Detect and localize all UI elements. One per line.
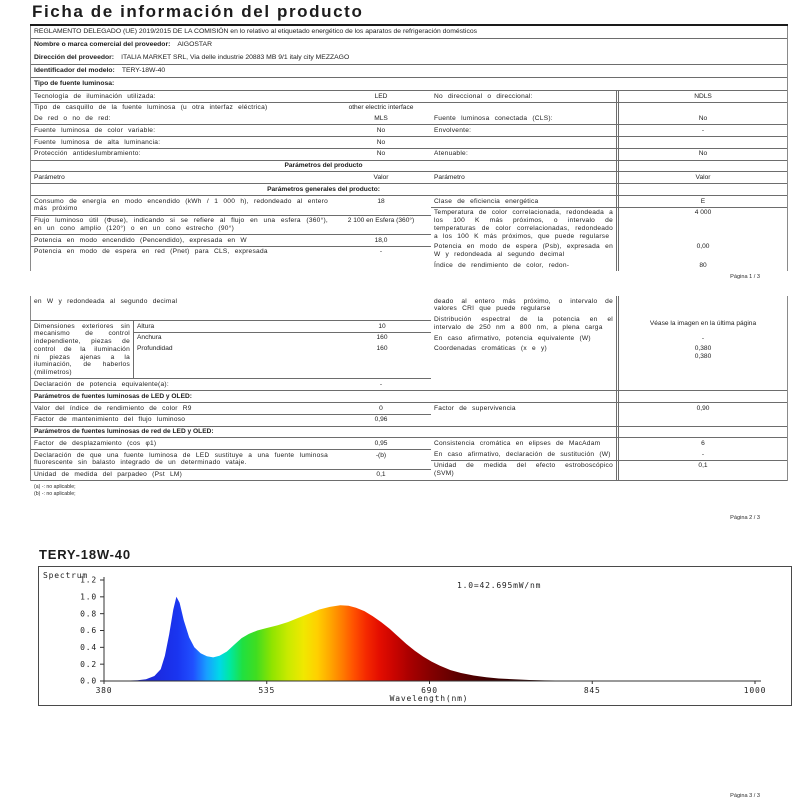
table-row bbox=[431, 460, 787, 481]
param-label: Unidad de medida del efecto estroboscópico (SVM) bbox=[434, 462, 613, 478]
svg-text:1000: 1000 bbox=[743, 686, 767, 696]
spectrum-area bbox=[104, 597, 755, 681]
param-label: Factor de mantenimiento del flujo luminoso bbox=[34, 416, 186, 424]
general-params-title: Parámetros generales del producto: bbox=[267, 185, 380, 193]
param-label: Unidad de medida del parpadeo (Pst LM) bbox=[34, 471, 183, 479]
page-2 bbox=[30, 296, 788, 521]
footnote-b: (b) -: no aplicable; bbox=[34, 491, 76, 498]
param-value: 0,1 bbox=[616, 461, 787, 481]
section-title-row bbox=[31, 183, 787, 195]
param-label: Consumo de energía en modo encendido (kWh / 1 000 h), redondeado al entero más próximo bbox=[34, 197, 328, 213]
dimension-name: Anchura bbox=[137, 334, 162, 342]
param-label bbox=[431, 103, 616, 114]
table-row bbox=[31, 296, 431, 320]
band-a bbox=[31, 296, 787, 390]
x-axis-label: Wavelength(nm) bbox=[389, 694, 469, 704]
column-header-row bbox=[31, 171, 787, 183]
param-label: Flujo luminoso útil (Φuse), indicando si se refiere al flujo en una esfera (360°), en un cono amplio (120°) o en un cono estrecho (90°) bbox=[34, 217, 328, 232]
table-row bbox=[431, 196, 787, 207]
footnotes bbox=[30, 481, 788, 498]
dimensions-row bbox=[31, 320, 431, 378]
band-mains bbox=[31, 437, 787, 481]
spacer-cell bbox=[616, 184, 787, 195]
page-3 bbox=[30, 547, 788, 799]
left-half bbox=[31, 196, 431, 271]
param-value bbox=[616, 103, 787, 114]
address-row bbox=[31, 52, 787, 64]
param-label: Coordenadas cromáticas (x e y) bbox=[434, 345, 547, 353]
table-row bbox=[31, 438, 431, 449]
param-label: Fuente luminosa conectada (CLS): bbox=[434, 115, 553, 123]
dimension-name: Profundidad bbox=[137, 345, 173, 353]
param-value: 6 bbox=[616, 438, 787, 449]
spectrum-chart-box bbox=[38, 566, 792, 706]
param-label: Tecnología de iluminación utilizada: bbox=[34, 92, 156, 100]
document-title: Ficha de información del producto bbox=[30, 1, 788, 26]
param-value: - bbox=[379, 380, 383, 388]
table-row bbox=[431, 207, 787, 242]
param-value: 0,1 bbox=[376, 471, 386, 479]
svg-text:535: 535 bbox=[258, 686, 276, 696]
address-label: Dirección del proveedor: bbox=[34, 53, 115, 61]
param-value: 0 bbox=[379, 404, 383, 412]
right-half bbox=[431, 438, 787, 480]
table-row bbox=[431, 260, 787, 271]
param-label bbox=[431, 137, 616, 148]
param-label: Clase de eficiencia energética bbox=[434, 197, 539, 205]
page-1-footer: Página 1 / 3 bbox=[730, 274, 760, 281]
param-label: Temperatura de color correlacionada, redondeada a los 100 K más próximos, o intervalo de temperaturas de color correlacionadas, redondeado a los 100 K más próximos, que puede regularse bbox=[434, 209, 614, 240]
dimension-row bbox=[134, 333, 431, 344]
col-header-value: Valor bbox=[373, 173, 389, 181]
supplier-label: Nombre o marca comercial del proveedor: bbox=[34, 41, 171, 49]
regulation-text: REGLAMENTO DELEGADO (UE) 2019/2015 DE LA COMISIÓN en lo relativo al etiquetado energético de los aparatos de refrigeración domésticos bbox=[34, 28, 478, 35]
param-value: LED bbox=[374, 92, 388, 100]
table-row bbox=[31, 148, 787, 160]
param-value: No bbox=[376, 150, 386, 158]
param-value: - bbox=[379, 248, 383, 256]
param-value bbox=[331, 296, 431, 320]
dimensions-grid bbox=[31, 321, 431, 378]
param-label: Atenuable: bbox=[434, 150, 469, 158]
param-label-continued: en W y redondeada al segundo decimal bbox=[34, 297, 178, 305]
section-title-row bbox=[31, 390, 787, 402]
param-label: Potencia en modo encendido (Pencendido), expresada en W bbox=[34, 236, 247, 244]
param-value: -(b) bbox=[375, 451, 387, 459]
svg-text:1.2: 1.2 bbox=[80, 576, 97, 586]
spacer-cell bbox=[616, 391, 787, 402]
svg-text:1.0: 1.0 bbox=[80, 592, 97, 602]
col-header-value: Valor bbox=[616, 172, 787, 183]
table-row bbox=[31, 234, 431, 246]
table-row bbox=[31, 124, 787, 136]
param-value: MLS bbox=[374, 115, 388, 123]
model-heading: TERY-18W-40 bbox=[39, 547, 131, 563]
dimensions-subtable bbox=[133, 321, 431, 378]
spacer-cell bbox=[616, 427, 787, 438]
param-value: 4 000 bbox=[616, 208, 787, 242]
svg-text:690: 690 bbox=[421, 686, 438, 696]
param-label: Tipo de casquillo de la fuente luminosa (u otra interfaz eléctrica) bbox=[34, 104, 268, 112]
table-row bbox=[431, 438, 787, 449]
param-value: No bbox=[616, 114, 787, 125]
param-value: No bbox=[376, 126, 386, 134]
table-row bbox=[31, 403, 431, 414]
svg-text:0.8: 0.8 bbox=[80, 609, 97, 619]
param-label: Potencia en modo de espera (Psb), expresada en W y redondeada al segundo decimal bbox=[434, 243, 613, 259]
table-row bbox=[431, 315, 787, 334]
table-row bbox=[31, 215, 431, 235]
left-half bbox=[31, 403, 431, 426]
param-value: 2 100 en Esfera (360°) bbox=[347, 217, 415, 225]
param-value: 0,96 bbox=[374, 416, 388, 424]
supplier-value: AIGOSTAR bbox=[177, 41, 212, 49]
general-params-band bbox=[31, 195, 787, 271]
param-label-continued: deado al entero más próximo, o intervalo de valores CRI que puede regularse bbox=[434, 297, 613, 313]
param-label: Valor del índice de rendimiento de color R9 bbox=[34, 404, 192, 412]
type-label: Tipo de fuente luminosa: bbox=[34, 79, 115, 87]
param-label: Índice de rendimiento de color, redon- bbox=[434, 261, 570, 269]
dimension-value: 160 bbox=[376, 345, 388, 353]
model-value: TERY-18W-40 bbox=[121, 66, 166, 74]
param-label: Protección antideslumbramiento: bbox=[34, 150, 141, 158]
section-title-row bbox=[31, 160, 787, 172]
param-value: 80 bbox=[616, 260, 787, 271]
chart-title: Spectrum bbox=[43, 571, 88, 581]
param-label: Distribución espectral de la potencia en el intervalo de 250 nm a 800 nm, a plena carga bbox=[434, 316, 613, 331]
col-header-param: Parámetro bbox=[34, 173, 65, 181]
model-label: Identificador del modelo: bbox=[34, 66, 115, 74]
spectral-value: Véase la imagen en la última página bbox=[616, 315, 787, 334]
param-value: - bbox=[616, 125, 787, 136]
table-row bbox=[31, 90, 787, 102]
param-value: No bbox=[616, 149, 787, 160]
svg-text:0.6: 0.6 bbox=[80, 626, 97, 636]
param-label: Declaración de potencia equivalente(a): bbox=[34, 380, 169, 388]
dimension-name: Altura bbox=[137, 322, 155, 330]
band-led bbox=[31, 402, 787, 426]
param-label: En caso afirmativo, declaración de sustitución (W) bbox=[434, 450, 611, 458]
param-value bbox=[616, 137, 787, 148]
dimension-row bbox=[134, 344, 431, 355]
param-value: - bbox=[616, 449, 787, 460]
spacer-cell bbox=[616, 161, 787, 172]
left-half bbox=[31, 296, 431, 390]
table-row bbox=[31, 246, 431, 258]
coords-values bbox=[616, 344, 787, 390]
table-row bbox=[431, 333, 787, 344]
param-value: E bbox=[616, 196, 787, 207]
param-value: NDLS bbox=[616, 91, 787, 102]
table-row bbox=[31, 136, 787, 148]
coord-x: 0,380 bbox=[694, 345, 712, 353]
table-row bbox=[431, 403, 787, 426]
table-row bbox=[431, 242, 787, 261]
model-row bbox=[31, 64, 787, 77]
type-row bbox=[31, 77, 787, 90]
param-value: 0,90 bbox=[616, 403, 787, 426]
dimension-row bbox=[134, 321, 431, 333]
param-label: Factor de desplazamiento (cos φ1) bbox=[34, 439, 157, 447]
svg-text:845: 845 bbox=[583, 686, 601, 696]
param-label: Fuente luminosa de alta luminancia: bbox=[34, 138, 161, 146]
chart-annotation: 1.0=42.695mW/nm bbox=[457, 581, 542, 591]
col-header-param: Parámetro bbox=[434, 173, 465, 181]
right-half bbox=[431, 196, 787, 271]
param-label: Potencia en modo de espera en red (Pnet) para CLS, expresada bbox=[34, 248, 268, 256]
footnote-a: (a) -: no aplicable; bbox=[34, 484, 76, 491]
param-label: Consistencia cromática en elipses de MacAdam bbox=[434, 439, 601, 447]
coord-y: 0,380 bbox=[694, 353, 712, 361]
page-3-footer: Página 3 / 3 bbox=[730, 793, 760, 799]
table-row bbox=[431, 449, 787, 460]
spectrum-chart bbox=[39, 567, 791, 705]
page-2-footer: Página 2 / 3 bbox=[730, 515, 760, 522]
param-label: En caso afirmativo, potencia equivalente (W) bbox=[434, 334, 591, 342]
param-value: 18,0 bbox=[374, 236, 388, 244]
dimension-value: 160 bbox=[376, 334, 388, 342]
table-row bbox=[431, 344, 787, 390]
param-value: 0,00 bbox=[616, 242, 787, 261]
param-value: 0,95 bbox=[374, 439, 388, 447]
param-label: Envolvente: bbox=[434, 126, 472, 134]
table-row bbox=[31, 469, 431, 481]
dimensions-label: Dimensiones exteriores sin mecanismo de control independiente, piezas de control de la iluminación ni piezas ajenas a la iluminación, de haberlos (milímetros) bbox=[34, 322, 130, 377]
param-label: Fuente luminosa de color variable: bbox=[34, 126, 156, 134]
param-label: No direccional o direccional: bbox=[434, 92, 533, 100]
mains-section-title: Parámetros de fuentes luminosas de red de LED y OLED: bbox=[34, 428, 214, 436]
table-row bbox=[431, 296, 787, 315]
svg-text:0.0: 0.0 bbox=[80, 677, 97, 687]
table-row bbox=[31, 378, 431, 390]
table-row bbox=[31, 449, 431, 469]
table-row bbox=[31, 102, 787, 114]
param-value: 18 bbox=[377, 197, 385, 205]
page-1-table bbox=[30, 26, 788, 271]
page-2-table bbox=[30, 296, 788, 481]
right-half bbox=[431, 403, 787, 426]
page-1 bbox=[30, 1, 788, 280]
address-value: ITALIA MARKET SRL, Via delle industrie 20883 MB 9/1 italy city MEZZAGO bbox=[121, 53, 350, 61]
svg-text:0.2: 0.2 bbox=[80, 660, 97, 670]
table-row bbox=[31, 414, 431, 426]
table-row bbox=[31, 196, 431, 215]
param-value: No bbox=[376, 138, 386, 146]
param-value: - bbox=[616, 333, 787, 344]
product-params-title: Parámetros del producto bbox=[284, 162, 363, 170]
right-half bbox=[431, 296, 787, 390]
section-title-row bbox=[31, 426, 787, 438]
param-label: Declaración de que una fuente luminosa de LED sustituye a una fuente luminosa fluorescente sin balasto integrado de un determinado vataje. bbox=[34, 451, 328, 467]
left-half bbox=[31, 438, 431, 480]
param-label: Factor de supervivencia bbox=[434, 404, 516, 412]
led-oled-section-title: Parámetros de fuentes luminosas de LED y OLED: bbox=[34, 392, 192, 400]
param-value: other electric interface bbox=[348, 104, 414, 112]
table-row bbox=[31, 114, 787, 125]
dimension-value: 10 bbox=[378, 322, 386, 330]
svg-text:380: 380 bbox=[95, 686, 113, 696]
param-value bbox=[616, 296, 787, 315]
supplier-row bbox=[31, 38, 787, 51]
svg-text:0.4: 0.4 bbox=[80, 643, 97, 653]
param-label: De red o no de red: bbox=[34, 115, 111, 123]
